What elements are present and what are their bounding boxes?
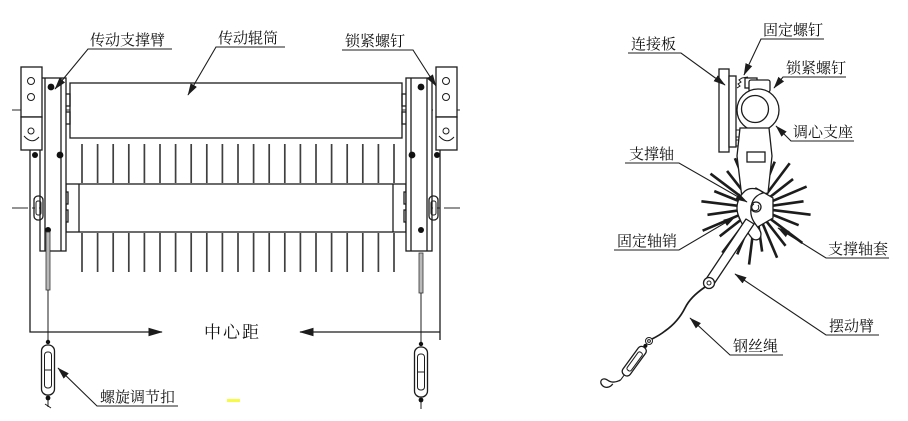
label-fixing-screw: 固定螺钉 bbox=[763, 22, 824, 39]
turnbuckle-left bbox=[42, 340, 55, 408]
label-drive-support-arm: 传动支撑臂 bbox=[90, 32, 166, 49]
drive-roller bbox=[60, 83, 412, 138]
mounting-bracket-right bbox=[436, 67, 457, 150]
hanging-rod-left bbox=[46, 232, 50, 341]
label-swing-arm: 摆动臂 bbox=[829, 318, 875, 335]
label-drive-roller: 传动辊筒 bbox=[218, 30, 279, 47]
label-lock-screw-left: 锁紧螺钉 bbox=[345, 33, 406, 50]
right-detail-view bbox=[599, 22, 889, 395]
label-center-distance: 中心距 bbox=[204, 323, 261, 342]
label-lock-screw-right: 锁紧螺钉 bbox=[786, 60, 847, 77]
wire-rope bbox=[646, 287, 706, 345]
detail-support-arm bbox=[737, 128, 772, 198]
label-fixing-axle-pin: 固定轴销 bbox=[617, 233, 678, 250]
label-wire-rope: 钢丝绳 bbox=[733, 338, 779, 355]
label-support-shaft: 支撑轴 bbox=[629, 146, 675, 163]
highlight-mark bbox=[227, 399, 240, 402]
hanging-rod-right bbox=[419, 253, 423, 343]
left-assembly-view bbox=[12, 30, 464, 409]
brush-roller-core bbox=[58, 184, 414, 232]
aligning-bearing-housing bbox=[737, 80, 779, 131]
label-support-shaft-sleeve: 支撑轴套 bbox=[828, 241, 889, 258]
label-connection-plate: 连接板 bbox=[631, 36, 677, 53]
turnbuckle-right bbox=[415, 342, 428, 409]
label-spiral-turnbuckle: 螺旋调节扣 bbox=[100, 389, 176, 406]
mounting-bracket-left bbox=[21, 67, 42, 150]
support-arm-right bbox=[406, 78, 438, 251]
label-aligning-support: 调心支座 bbox=[793, 124, 854, 141]
detail-turnbuckle-hook bbox=[599, 335, 650, 395]
